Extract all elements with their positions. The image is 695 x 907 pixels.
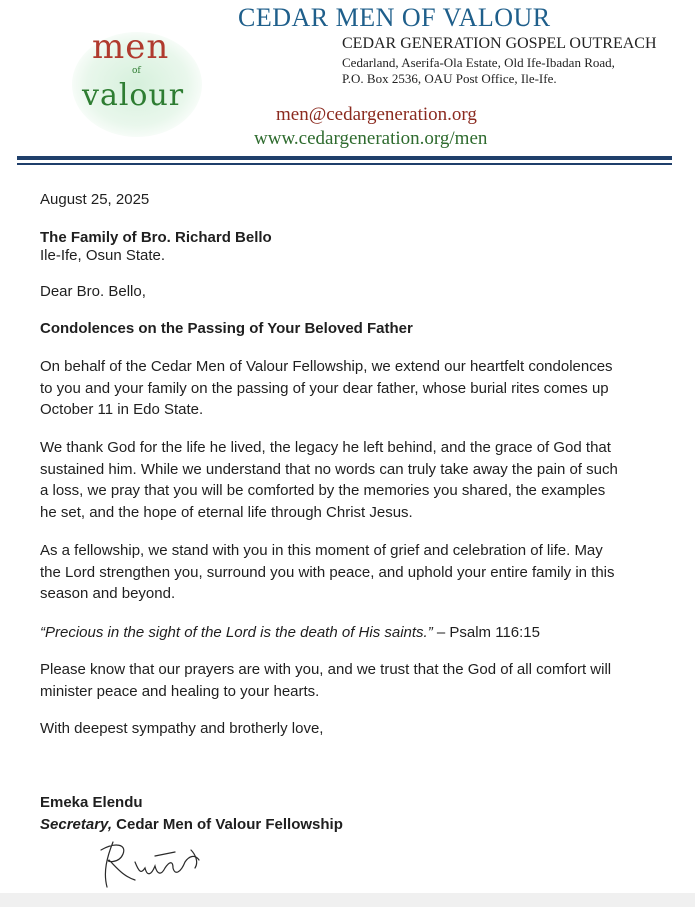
logo-text-of: of <box>132 66 141 76</box>
organization-logo <box>62 22 212 142</box>
paragraph-2-line: he set, and the hope of eternal life through Christ Jesus. <box>40 503 413 521</box>
recipient-name: The Family of Bro. Richard Bello <box>40 229 272 246</box>
page-footer-bar <box>0 893 695 907</box>
paragraph-1-line: October 11 in Edo State. <box>40 401 204 418</box>
paragraph-2-line: sustained him. While we understand that no words can truly take away the pain of such <box>40 460 618 478</box>
signatory-title-org: Cedar Men of Valour Fellowship <box>112 816 343 833</box>
logo-text-valour: valour <box>82 78 185 113</box>
organization-subtitle: CEDAR GENERATION GOSPEL OUTREACH <box>342 35 657 52</box>
website-link[interactable]: www.cedargeneration.org/men <box>254 128 488 149</box>
email-link[interactable]: men@cedargeneration.org <box>276 104 477 125</box>
letter-subject: Condolences on the Passing of Your Beloved Father <box>40 320 413 337</box>
recipient-location: Ile-Ife, Osun State. <box>40 247 166 264</box>
paragraph-1-line: to you and your family on the passing of your dear father, whose burial rites comes up <box>40 379 609 397</box>
paragraph-3-line: the Lord strengthen you, surround you with peace, and uphold your entire family in this <box>40 563 615 581</box>
address-line-1: Cedarland, Aserifa-Ola Estate, Old Ife-Ibadan Road, <box>342 55 615 70</box>
paragraph-1-line: On behalf of the Cedar Men of Valour Fellowship, we extend our heartfelt condolences <box>40 358 613 375</box>
paragraph-4 <box>40 659 660 702</box>
closing: With deepest sympathy and brotherly love, <box>40 720 324 737</box>
paragraph-3 <box>40 540 660 605</box>
paragraph-3-line: season and beyond. <box>40 585 176 602</box>
quote-text: “Precious in the sight of the Lord is the death of His saints.” <box>40 624 433 641</box>
paragraph-2 <box>40 437 660 523</box>
signatory-title-role: Secretary, <box>40 816 112 833</box>
paragraph-3-line: As a fellowship, we stand with you in this moment of grief and celebration of life. May <box>40 542 603 559</box>
paragraph-1 <box>40 356 660 421</box>
quote-reference: – Psalm 116:15 <box>432 624 540 641</box>
header-divider-thick <box>17 156 672 160</box>
salutation: Dear Bro. Bello, <box>40 283 146 300</box>
address-line-2: P.O. Box 2536, OAU Post Office, Ile-Ife. <box>342 71 557 86</box>
signatory-name: Emeka Elendu <box>40 794 143 811</box>
paragraph-2-line: a loss, we pray that you will be comforted by the memories you shared, the examples <box>40 482 606 499</box>
paragraph-4-line: Please know that our prayers are with you, and we trust that the God of all comfort will <box>40 661 612 678</box>
organization-title: CEDAR MEN OF VALOUR <box>238 3 551 32</box>
letter-date: August 25, 2025 <box>40 191 150 208</box>
paragraph-4-line: minister peace and healing to your hearts. <box>40 682 320 700</box>
paragraph-2-line: We thank God for the life he lived, the legacy he left behind, and the grace of God that <box>40 439 611 456</box>
scripture-quote <box>40 622 540 643</box>
logo-text-men: men <box>92 27 170 67</box>
header-divider-thin <box>17 163 672 165</box>
handwritten-signature <box>95 832 215 897</box>
